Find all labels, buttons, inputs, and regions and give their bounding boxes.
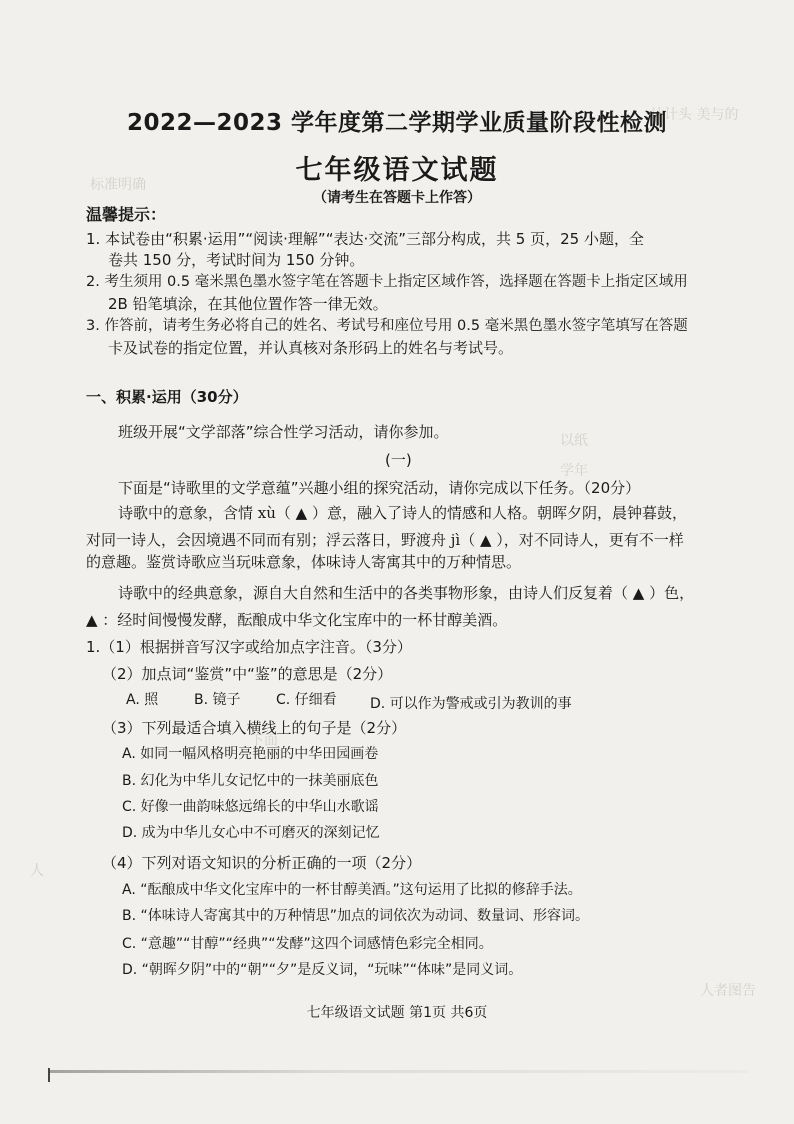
section-intro: 班级开展“文学部落”综合性学习活动，请你参加。 <box>118 423 449 441</box>
bleed-through-text: 计计头 美与的 <box>650 107 739 123</box>
option: D. 成为中华儿女心中不可磨灭的深刻记忆 <box>122 825 380 841</box>
tip-3-line-2: 卡及试卷的指定位置，并认真核对条形码上的姓名与考试号。 <box>108 339 514 357</box>
bleed-through-text: 下面 <box>250 733 278 749</box>
scan-edge-mark <box>48 1068 50 1082</box>
section-heading: 一、积累·运用（30分） <box>86 388 248 406</box>
option: C. “意趣”“甘醇”“经典”“发酵”这四个词感情色彩完全相同。 <box>122 936 493 952</box>
tips-heading: 温馨提示： <box>86 205 167 224</box>
option: D. 可以作为警戒或引为教训的事 <box>370 696 572 712</box>
option: B. “体味诗人寄寓其中的万种情思”加点的词依次为动词、数量词、形容词。 <box>122 908 590 924</box>
passage-line: 诗歌中的经典意象，源自大自然和生活中的各类事物形象，由诗人们反复着（ ▲ ）色， <box>118 584 695 602</box>
tip-1-line-2: 卷共 150 分，考试时间为 150 分钟。 <box>108 251 365 269</box>
question-1-4: （4）下列对语文知识的分析正确的一项（2分） <box>102 854 422 872</box>
option: C. 好像一曲韵味悠远绵长的中华山水歌谣 <box>122 799 379 815</box>
task-instruction: 下面是“诗歌里的文学意蕴”兴趣小组的探究活动，请你完成以下任务。（20分） <box>118 479 641 497</box>
exam-note: （请考生在答题卡上作答） <box>313 190 481 206</box>
tip-2-line-1: 2. 考生须用 0.5 毫米黑色墨水签字笔在答题卡上指定区域作答，选择题在答题卡上指定区域用 <box>86 274 688 290</box>
part-label: (一) <box>385 451 412 469</box>
option: C. 仔细看 <box>276 692 337 708</box>
option: A. “酝酿成中华文化宝库中的一杯甘醇美酒。”这句运用了比拟的修辞手法。 <box>122 882 582 898</box>
tip-2-line-2: 2B 铅笔填涂，在其他位置作答一律无效。 <box>108 295 388 313</box>
tip-1-line-1: 1. 本试卷由“积累·运用”“阅读·理解”“表达·交流”三部分构成，共 5 页，25 小题，全 <box>86 230 644 248</box>
passage-line: 的意趣。鉴赏诗歌应当玩味意象，体味诗人寄寓其中的万种情思。 <box>86 553 522 571</box>
bleed-through-text: 以纸 <box>560 433 588 449</box>
bleed-through-text: 标准明确 <box>90 177 146 193</box>
passage-line: ▲ ：经时间慢慢发酵，酝酿成中华文化宝库中的一杯甘醇美酒。 <box>86 611 508 629</box>
bleed-through-text: 学年 <box>560 463 588 479</box>
exam-title: 2022—2023 学年度第二学期学业质量阶段性检测 <box>126 110 668 136</box>
bleed-through-text: 人 <box>30 863 44 879</box>
option: A. 如同一幅风格明亮艳丽的中华田园画卷 <box>122 746 379 762</box>
option: A. 照 <box>126 692 159 708</box>
page-footer: 七年级语文试题 第1页 共6页 <box>306 1005 488 1021</box>
bleed-through-text: 人者图告 <box>700 983 756 999</box>
tip-3-line-1: 3. 作答前，请考生务必将自己的姓名、考试号和座位号用 0.5 毫米黑色墨水签字笔填写在答题 <box>86 318 688 334</box>
question-1-1: 1.（1）根据拼音写汉字或给加点字注音。（3分） <box>86 638 412 656</box>
scan-edge-line <box>48 1070 748 1073</box>
option: D. “朝晖夕阴”中的“朝”“夕”是反义词，“玩味”“体味”是同义词。 <box>122 962 523 978</box>
option: B. 镜子 <box>194 692 241 708</box>
option: B. 幻化为中华儿女记忆中的一抹美丽底色 <box>122 773 379 789</box>
question-1-2: （2）加点词“鉴赏”中“鉴”的意思是（2分） <box>102 665 393 683</box>
exam-subtitle: 七年级语文试题 <box>295 155 499 186</box>
passage-line: 诗歌中的意象，含情 xù（ ▲ ）意，融入了诗人的情感和人格。朝晖夕阴，晨钟暮鼓， <box>118 504 687 522</box>
question-1-3: （3）下列最适合填入横线上的句子是（2分） <box>102 719 407 737</box>
passage-line: 对同一诗人，会因境遇不同而有别；浮云落日，野渡舟 jì（ ▲ ），对不同诗人，更有不一样 <box>86 531 684 549</box>
